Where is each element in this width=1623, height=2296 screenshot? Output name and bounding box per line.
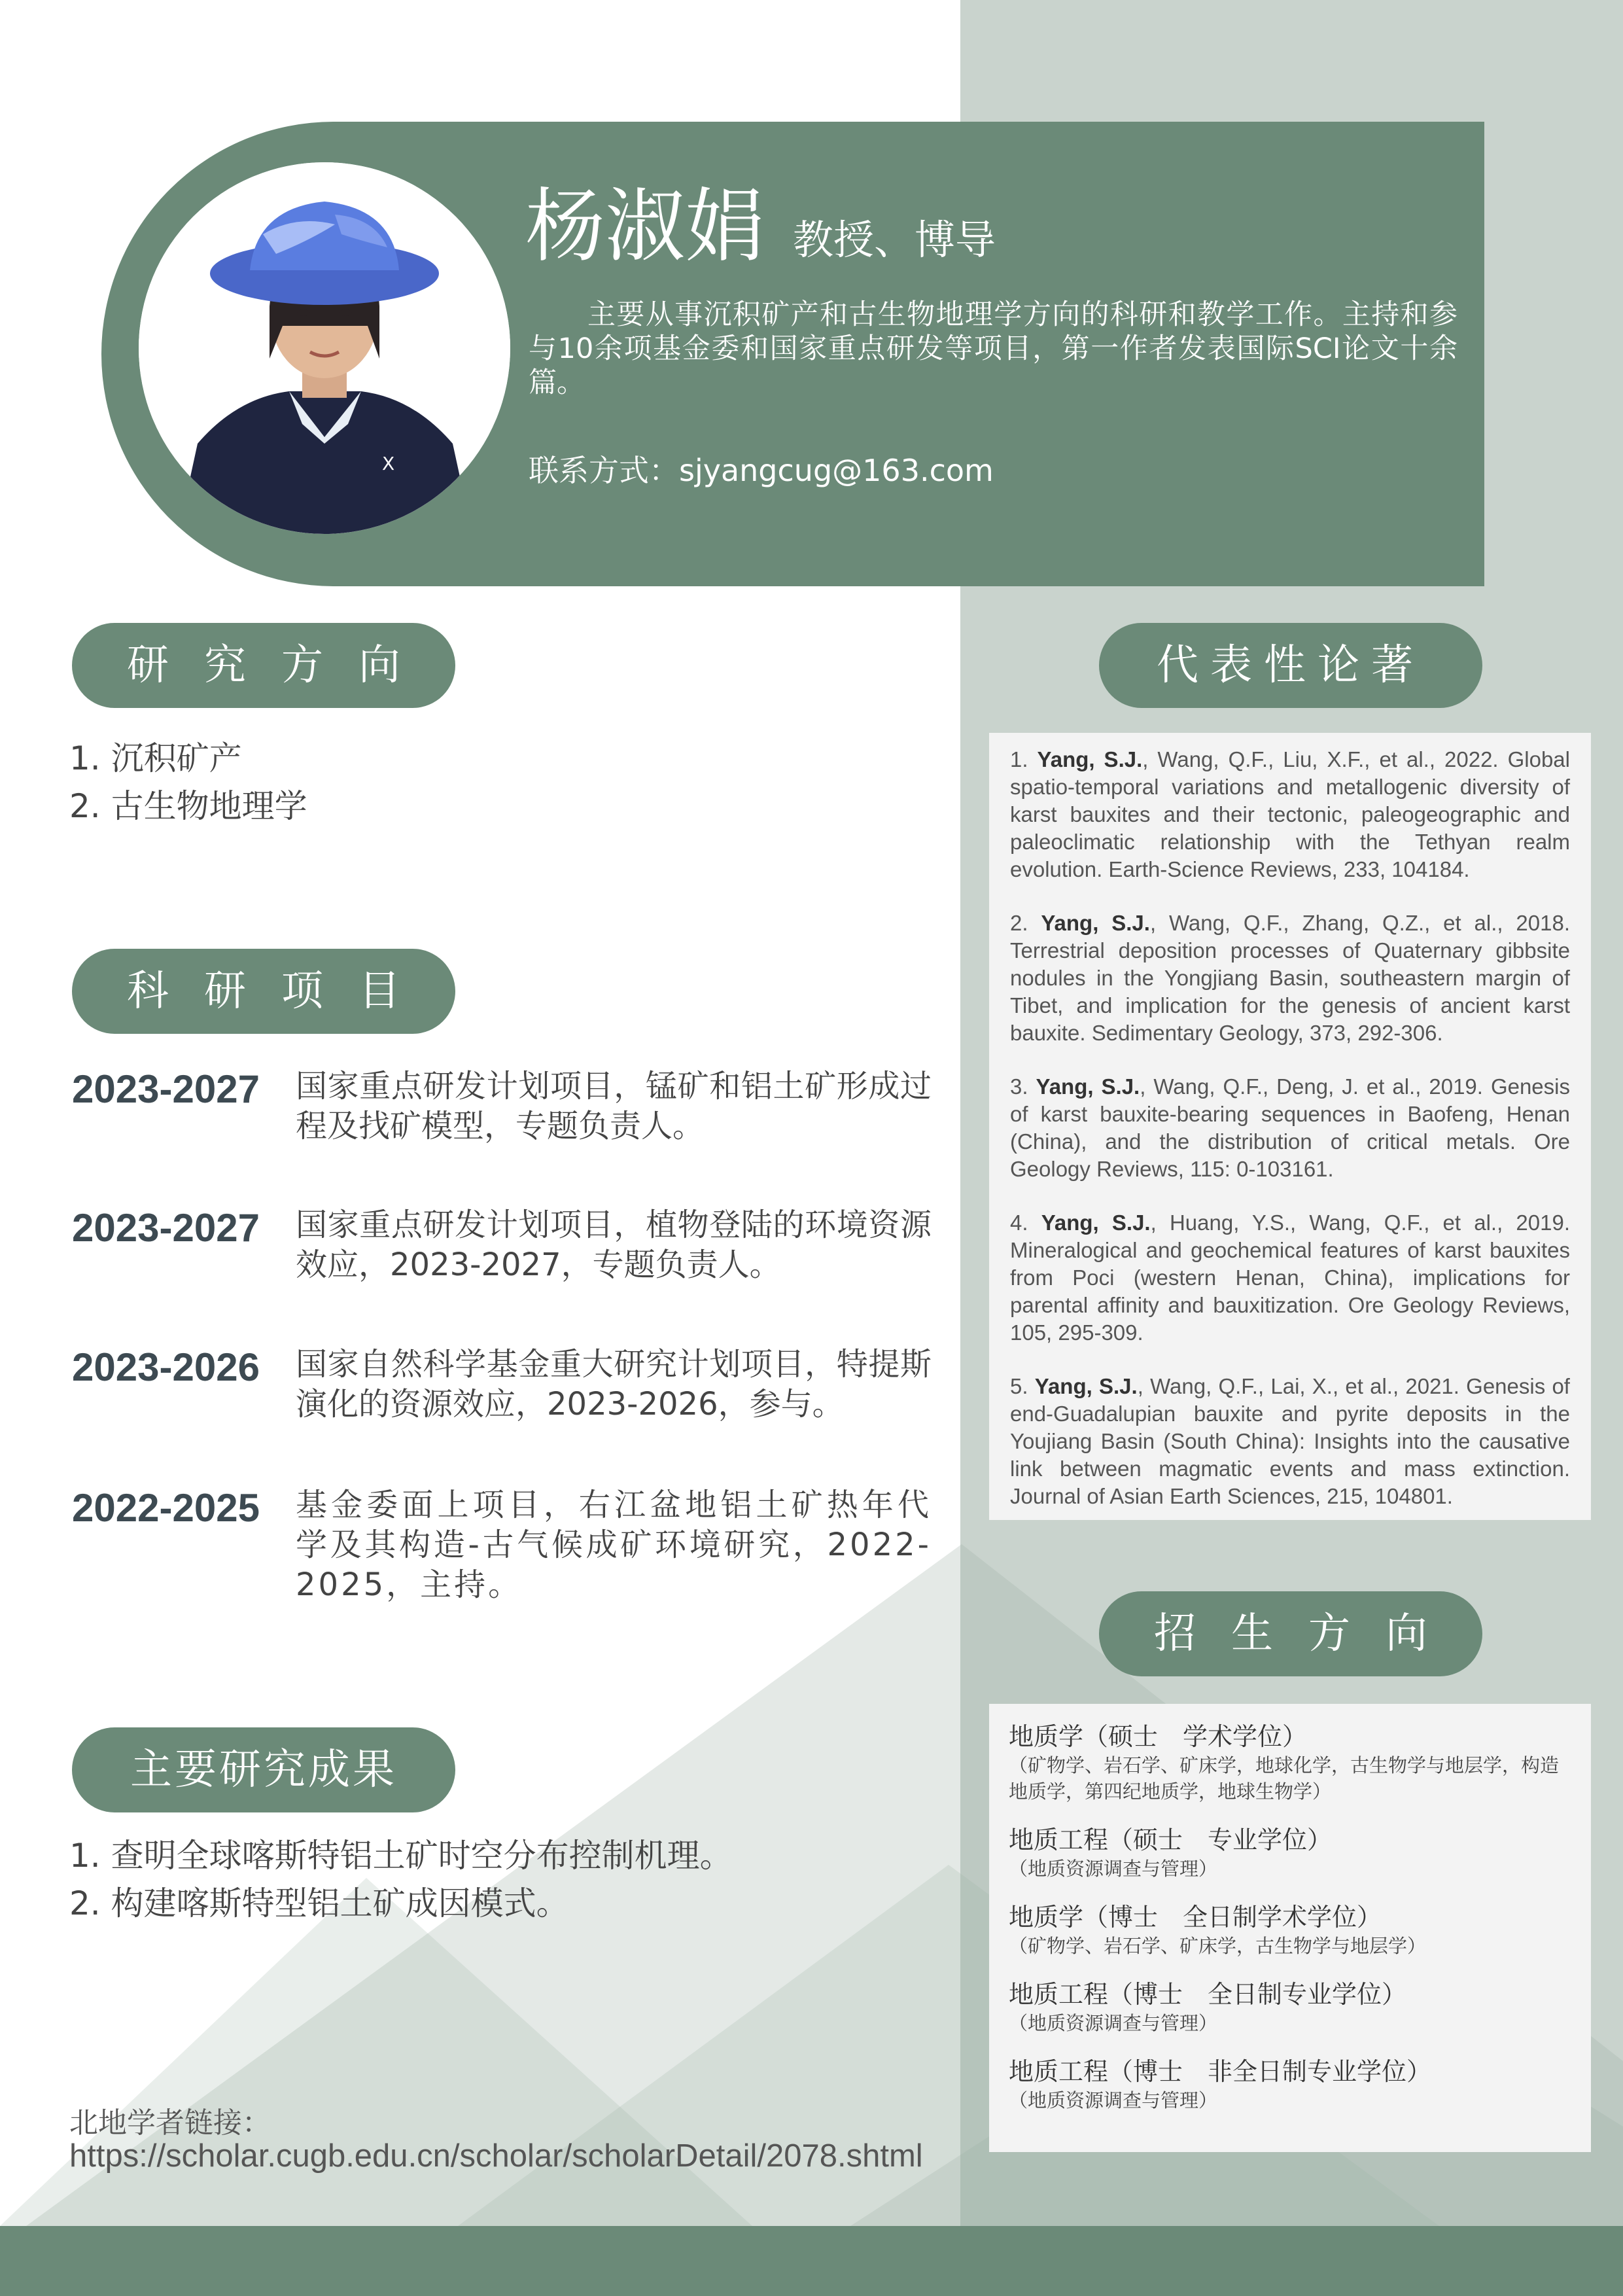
paper-author: Yang, S.J. — [1037, 747, 1143, 771]
email-link[interactable]: sjyangcug@163.com — [679, 453, 994, 488]
project-description: 国家自然科学基金重大研究计划项目，特提斯演化的资源效应，2023-2026，参与。 — [296, 1346, 932, 1422]
results-heading: 主要研究成果 — [72, 1727, 455, 1812]
paper-entry: 4. Yang, S.J., Huang, Y.S., Wang, Q.F., et al., 2019. Mineralogical and geochemical features of karst bauxites from Poci (western Henan, China), implications for parental affinity and bauxitization. Ore Geology Reviews, 105, 295-309. — [1010, 1210, 1570, 1345]
paper-author: Yang, S.J. — [1041, 1210, 1151, 1235]
portrait-photo-icon — [139, 162, 510, 534]
paper-entry: 1. Yang, S.J., Wang, Q.F., Liu, X.F., et al., 2022. Global spatio-temporal variations and metallogenic diversity of karst bauxites and their tectonic, paleogeographic and paleoclimatic relationship with the Tethyan realm evolution. Earth-Science Reviews, 233, 104184. — [1010, 747, 1570, 881]
avatar — [139, 162, 510, 534]
project-description: 国家重点研发计划项目，锰矿和铝土矿形成过程及找矿模型，专题负责人。 — [296, 1068, 932, 1144]
research-heading: 研究方向 — [72, 623, 455, 708]
project-description: 基金委面上项目，右江盆地铝土矿热年代学及其构造-古气候成矿环境研究，2022-2025，主持。 — [296, 1487, 932, 1603]
svg-text:X: X — [382, 453, 395, 474]
enrollment-list — [989, 1704, 1591, 2152]
contact-line — [529, 447, 994, 490]
enrollment-fields: （地质资源调查与管理） — [1009, 1858, 1218, 1880]
enrollment-item — [1009, 1824, 1571, 1882]
project-years: 2023-2027 — [72, 1206, 260, 1250]
paper-author: Yang, S.J. — [1036, 1074, 1140, 1099]
paper-entry: 5. Yang, S.J., Wang, Q.F., Lai, X., et al., 2021. Genesis of end-Guadalupian bauxite and pyrite deposits in the Youjiang Basin (South China): Insights into the causative link between magmatic events and mass extinction. Journal of Asian Earth Sciences, 215, 104801. — [1010, 1374, 1570, 1508]
project-years: 2022-2025 — [72, 1486, 260, 1530]
enrollment-degree: 地质工程（博士 全日制专业学位） — [1009, 1980, 1407, 2009]
paper-entry: 3. Yang, S.J., Wang, Q.F., Deng, J. et al., 2019. Genesis of karst bauxite-bearing sequences in Baofeng, Henan (China), and the distribution of critical metals. Ore Geology Reviews, 115: 0-103161. — [1010, 1074, 1570, 1181]
enrollment-fields: （矿物学、岩石学、矿床学，地球化学，古生物学与地层学，构造地质学，第四纪地质学，地球生物学） — [1009, 1754, 1560, 1803]
project-years: 2023-2026 — [72, 1345, 260, 1389]
list-item: 1. 查明全球喀斯特铝土矿时空分布控制机理。 — [69, 1837, 733, 1875]
scholar-link[interactable]: https://scholar.cugb.edu.cn/scholar/scholarDetail/2078.shtml — [69, 2138, 923, 2174]
paper-author: Yang, S.J. — [1034, 1374, 1138, 1398]
scholar-link-label: 北地学者链接： — [69, 2106, 271, 2140]
project-years: 2023-2027 — [72, 1067, 260, 1111]
profile-name: 杨淑娟 — [525, 180, 765, 273]
enrollment-degree: 地质工程（硕士 专业学位） — [1009, 1826, 1333, 1854]
enrollment-item — [1009, 1979, 1571, 2036]
profile-title: 教授、博导 — [793, 216, 996, 264]
contact-label: 联系方式： — [529, 453, 679, 488]
enrollment-item — [1009, 1901, 1571, 1959]
list-item: 2. 古生物地理学 — [69, 787, 307, 825]
paper-entry: 2. Yang, S.J., Wang, Q.F., Zhang, Q.Z., et al., 2018. Terrestrial deposition processes of Quaternary gibbsite nodules in the Yongjiang Basin, southeastern margin of Tibet, and implication for the genesis of ancient karst bauxite. Sedimentary Geology, 373, 292-306. — [1010, 911, 1570, 1045]
project-description: 国家重点研发计划项目，植物登陆的环境资源效应，2023-2027，专题负责人。 — [296, 1207, 932, 1283]
papers-list — [989, 733, 1591, 1520]
paper-author: Yang, S.J. — [1041, 911, 1150, 935]
enrollment-fields: （矿物学、岩石学、矿床学，古生物学与地层学） — [1009, 1935, 1427, 1957]
enrollment-degree: 地质工程（博士 非全日制专业学位） — [1009, 2057, 1432, 2086]
profile-bio: 主要从事沉积矿产和古生物地理学方向的科研和教学工作。主持和参与10余项基金委和国家重点研发等项目，第一作者发表国际SCI论文十余篇。 — [529, 298, 1457, 399]
enrollment-item — [1009, 1721, 1571, 1805]
papers-heading: 代表性论著 — [1099, 623, 1482, 708]
projects-heading: 科研项目 — [72, 949, 455, 1034]
enrollment-heading: 招生方向 — [1099, 1591, 1482, 1676]
enrollment-fields: （地质资源调查与管理） — [1009, 2012, 1218, 2034]
enrollment-degree: 地质学（博士 全日制学术学位） — [1009, 1903, 1382, 1932]
results-list — [69, 1832, 733, 1928]
enrollment-fields: （地质资源调查与管理） — [1009, 2089, 1218, 2111]
footer-band — [0, 2226, 1623, 2296]
enrollment-item — [1009, 2056, 1571, 2113]
list-item: 1. 沉积矿产 — [69, 739, 242, 777]
research-list — [69, 735, 307, 830]
list-item: 2. 构建喀斯特型铝土矿成因模式。 — [69, 1884, 569, 1922]
enrollment-degree: 地质学（硕士 学术学位） — [1009, 1722, 1308, 1751]
